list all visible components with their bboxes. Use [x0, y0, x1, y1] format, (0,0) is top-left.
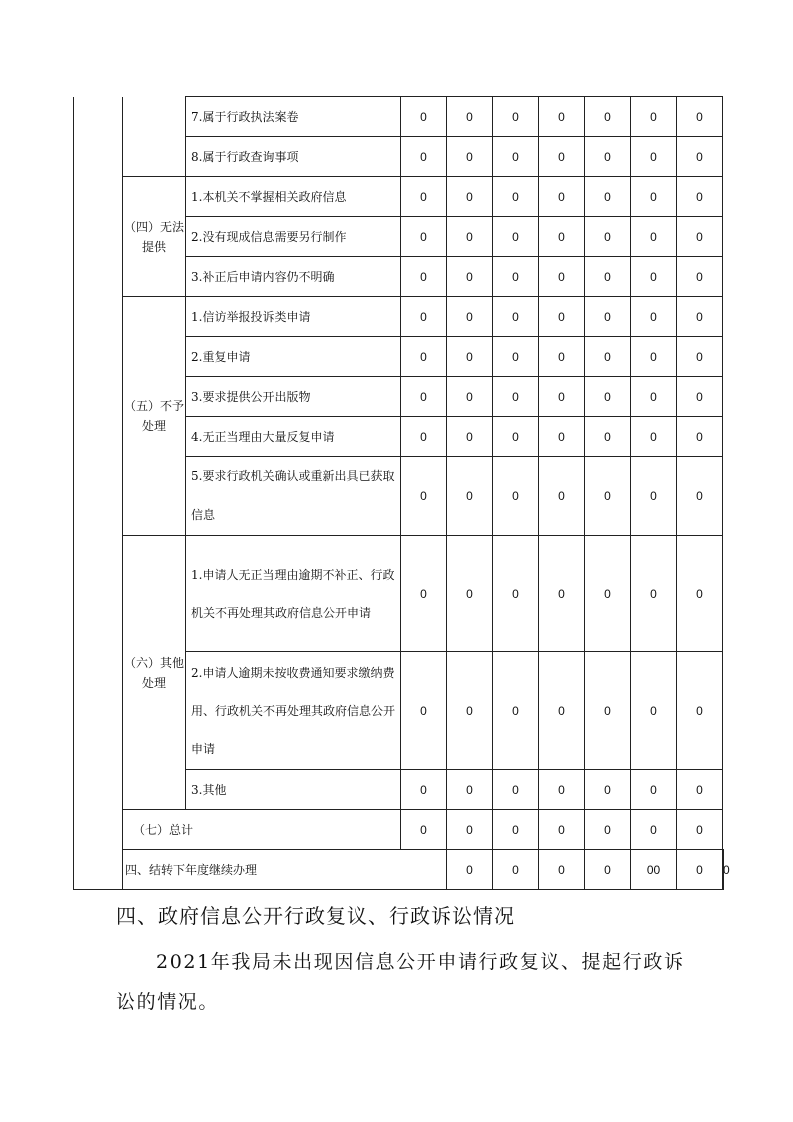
value-cell: 0	[677, 536, 723, 652]
value-cell: 0	[401, 810, 447, 850]
value-cell: 0	[585, 652, 631, 770]
value-cell: 0	[401, 652, 447, 770]
value-cell: 0	[447, 97, 493, 137]
value-cell: 0	[585, 536, 631, 652]
value-cell: 0	[447, 217, 493, 257]
value-cell: 0	[631, 457, 677, 536]
value-cell: 0	[723, 850, 724, 890]
value-cell: 0	[585, 770, 631, 810]
value-cell: 0	[401, 297, 447, 337]
total-row	[74, 810, 724, 850]
value-cell: 0	[585, 850, 631, 890]
value-cell: 0	[539, 377, 585, 417]
value-cell: 0	[493, 850, 539, 890]
value-cell: 0	[447, 810, 493, 850]
table-row	[74, 177, 724, 217]
section-heading: 四、政府信息公开行政复议、行政诉讼情况	[116, 904, 515, 928]
value-cell: 0	[631, 770, 677, 810]
value-cell: 0	[677, 810, 723, 850]
table-row	[74, 97, 724, 137]
value-cell: 0	[585, 97, 631, 137]
section-paragraph: 2021年我局未出现因信息公开申请行政复议、提起行政诉讼的情况。	[116, 951, 685, 1013]
value-cell: 0	[677, 97, 723, 137]
item-label: 2.重复申请	[186, 337, 401, 377]
carryover-row	[74, 850, 724, 890]
value-cell: 0	[539, 652, 585, 770]
value-cell: 0	[401, 177, 447, 217]
value-cell: 0	[447, 770, 493, 810]
value-cell: 0	[493, 97, 539, 137]
item-label: 7.属于行政执法案卷	[186, 97, 401, 137]
value-cell: 0	[447, 377, 493, 417]
value-cell: 0	[493, 810, 539, 850]
value-cell: 0	[677, 652, 723, 770]
value-cell: 0	[401, 457, 447, 536]
carryover-label: 四、结转下年度继续办理	[123, 850, 447, 890]
value-cell: 0	[585, 137, 631, 177]
item-label: 1.申请人无正当理由逾期不补正、行政机关不再处理其政府信息公开申请	[186, 536, 401, 652]
value-cell: 0	[631, 377, 677, 417]
value-cell: 0	[493, 377, 539, 417]
value-cell: 0	[677, 217, 723, 257]
item-label: 4.无正当理由大量反复申请	[186, 417, 401, 457]
category-cell: （五）不予处理	[123, 297, 186, 536]
value-cell: 0	[493, 417, 539, 457]
value-cell: 0	[631, 536, 677, 652]
value-cell: 0	[493, 217, 539, 257]
item-label: 2.申请人逾期未按收费通知要求缴纳费用、行政机关不再处理其政府信息公开申请	[186, 652, 401, 770]
value-cell: 0	[539, 810, 585, 850]
value-cell: 0	[493, 337, 539, 377]
value-cell: 0	[493, 457, 539, 536]
value-cell: 0	[677, 770, 723, 810]
item-label: 1.信访举报投诉类申请	[186, 297, 401, 337]
value-cell: 0	[447, 257, 493, 297]
item-label: 3.要求提供公开出版物	[186, 377, 401, 417]
value-cell: 0	[677, 850, 723, 890]
value-cell: 00	[631, 850, 677, 890]
item-label: 5.要求行政机关确认或重新出具已获取信息	[186, 457, 401, 536]
value-cell: 0	[493, 257, 539, 297]
value-cell: 0	[677, 457, 723, 536]
value-cell: 0	[401, 97, 447, 137]
value-cell: 0	[401, 770, 447, 810]
value-cell: 0	[539, 850, 585, 890]
value-cell: 0	[631, 417, 677, 457]
value-cell: 0	[539, 297, 585, 337]
value-cell: 0	[539, 417, 585, 457]
value-cell: 0	[677, 417, 723, 457]
value-cell: 0	[447, 337, 493, 377]
value-cell: 0	[585, 217, 631, 257]
item-label: 3.其他	[186, 770, 401, 810]
outer-category-cell	[74, 97, 123, 890]
value-cell: 0	[401, 257, 447, 297]
value-cell: 0	[401, 337, 447, 377]
value-cell: 0	[539, 770, 585, 810]
value-cell: 0	[493, 137, 539, 177]
table-row	[74, 536, 724, 652]
value-cell: 0	[631, 257, 677, 297]
value-cell: 0	[585, 417, 631, 457]
value-cell: 0	[585, 810, 631, 850]
value-cell: 0	[677, 257, 723, 297]
value-cell: 0	[401, 217, 447, 257]
value-cell: 0	[539, 536, 585, 652]
category-cell: （四）无法提供	[123, 177, 186, 297]
value-cell: 0	[401, 137, 447, 177]
value-cell: 0	[585, 457, 631, 536]
value-cell: 0	[539, 217, 585, 257]
item-label: 8.属于行政查询事项	[186, 137, 401, 177]
item-label: 1.本机关不掌握相关政府信息	[186, 177, 401, 217]
value-cell: 0	[585, 297, 631, 337]
value-cell: 0	[585, 257, 631, 297]
value-cell: 0	[677, 297, 723, 337]
value-cell: 0	[539, 97, 585, 137]
category-cell: （六）其他处理	[123, 536, 186, 810]
value-cell: 0	[631, 337, 677, 377]
value-cell: 0	[493, 177, 539, 217]
value-cell: 0	[631, 652, 677, 770]
value-cell: 0	[493, 652, 539, 770]
value-cell: 0	[631, 137, 677, 177]
value-cell: 0	[677, 177, 723, 217]
value-cell: 0	[631, 297, 677, 337]
value-cell: 0	[539, 337, 585, 377]
table-row	[74, 297, 724, 337]
value-cell: 0	[493, 770, 539, 810]
value-cell: 0	[585, 337, 631, 377]
item-label: 2.没有现成信息需要另行制作	[186, 217, 401, 257]
value-cell: 0	[493, 536, 539, 652]
statistics-table	[73, 96, 730, 890]
value-cell: 0	[539, 457, 585, 536]
value-cell: 0	[677, 337, 723, 377]
value-cell: 0	[539, 257, 585, 297]
value-cell: 0	[677, 377, 723, 417]
value-cell: 0	[401, 417, 447, 457]
value-cell: 0	[677, 137, 723, 177]
value-cell: 0	[447, 137, 493, 177]
value-cell: 0	[631, 97, 677, 137]
item-label: 3.补正后申请内容仍不明确	[186, 257, 401, 297]
value-cell: 0	[539, 137, 585, 177]
value-cell: 0	[447, 536, 493, 652]
value-cell: 0	[447, 850, 493, 890]
category-cell	[123, 97, 186, 177]
value-cell: 0	[493, 297, 539, 337]
value-cell: 0	[401, 377, 447, 417]
value-cell: 0	[631, 177, 677, 217]
value-cell: 0	[447, 457, 493, 536]
value-cell: 0	[631, 217, 677, 257]
value-cell: 0	[539, 177, 585, 217]
value-cell: 0	[401, 536, 447, 652]
value-cell: 0	[447, 297, 493, 337]
value-cell: 0	[585, 177, 631, 217]
total-label: （七）总计	[123, 810, 401, 850]
value-cell: 0	[585, 377, 631, 417]
value-cell: 0	[447, 417, 493, 457]
value-cell: 0	[447, 652, 493, 770]
value-cell: 0	[631, 810, 677, 850]
value-cell: 0	[447, 177, 493, 217]
